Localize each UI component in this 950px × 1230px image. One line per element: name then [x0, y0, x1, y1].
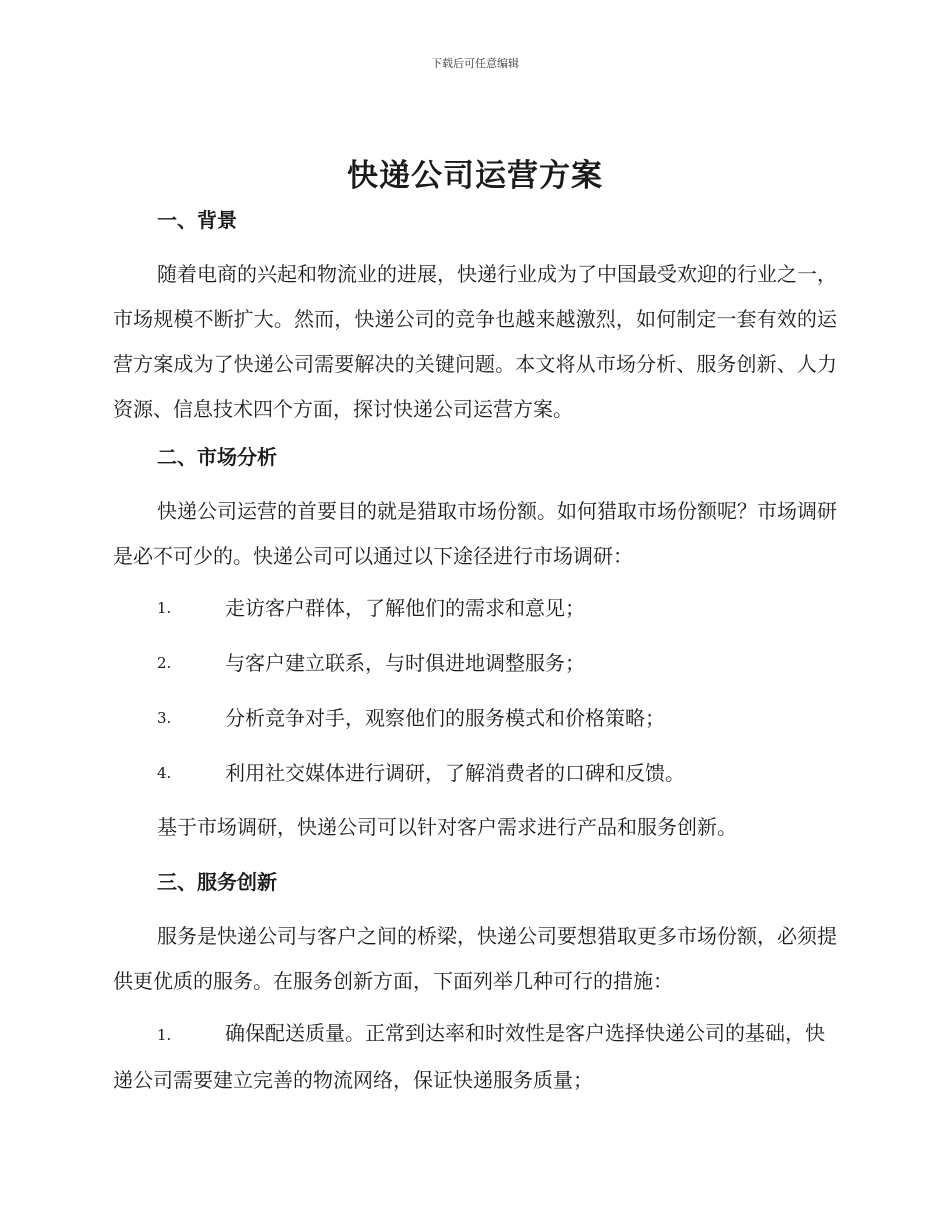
list-text: 走访客户群体，了解他们的需求和意见；	[225, 596, 585, 620]
list-item	[113, 641, 837, 686]
list-item	[113, 696, 837, 741]
section-heading: 三、服务创新	[157, 870, 277, 894]
list-text: 与客户建立联系，与时俱进地调整服务；	[225, 651, 585, 675]
list-number: 2.	[157, 654, 172, 672]
list-item	[113, 586, 837, 631]
market-closing	[113, 805, 837, 850]
paragraph: 快递公司运营的首要目的就是猎取市场份额。如何猎取市场份额呢？市场调研是必不可少的。快递公司可以通过以下途径进行市场调研：	[113, 499, 837, 568]
section-heading: 二、市场分析	[157, 445, 277, 469]
list-text: 分析竞争对手，观察他们的服务模式和价格策略；	[225, 706, 665, 730]
list-number: 4.	[157, 764, 172, 782]
document-title: 快递公司运营方案	[347, 158, 603, 194]
list-number: 1.	[157, 1026, 172, 1044]
section-background-body	[113, 252, 837, 432]
list-item	[113, 751, 837, 796]
list-number: 1.	[157, 599, 172, 617]
paragraph: 服务是快递公司与客户之间的桥梁，快递公司要想猎取更多市场份额，必须提供更优质的服务。在服务创新方面，下面列举几种可行的措施：	[113, 924, 837, 993]
paragraph: 随着电商的兴起和物流业的进展，快递行业成为了中国最受欢迎的行业之一，市场规模不断扩大。然而，快递公司的竞争也越来越激烈，如何制定一套有效的运营方案成为了快递公司需要解决的关键问题。本文将从市场分析、服务创新、人力资源、信息技术四个方面，探讨快递公司运营方案。	[113, 262, 837, 421]
list-text: 利用社交媒体进行调研，了解消费者的口碑和反馈。	[225, 761, 685, 785]
section-market-analysis	[113, 443, 837, 471]
section-background	[113, 206, 837, 234]
section-service-innovation	[113, 868, 837, 896]
section-heading: 一、背景	[157, 208, 237, 232]
paragraph: 基于市场调研，快递公司可以针对客户需求进行产品和服务创新。	[157, 815, 737, 839]
section-market-body	[113, 489, 837, 579]
section-service-body	[113, 914, 837, 1004]
list-text: 确保配送质量。正常到达率和时效性是客户选择快递公司的基础，快递公司需要建立完善的物流网络，保证快递服务质量；	[113, 1021, 825, 1092]
service-list	[113, 1011, 837, 1103]
list-number: 3.	[157, 709, 172, 727]
header-note: 下载后可任意编辑	[431, 57, 519, 70]
market-list	[113, 586, 837, 796]
list-item	[113, 1011, 837, 1103]
